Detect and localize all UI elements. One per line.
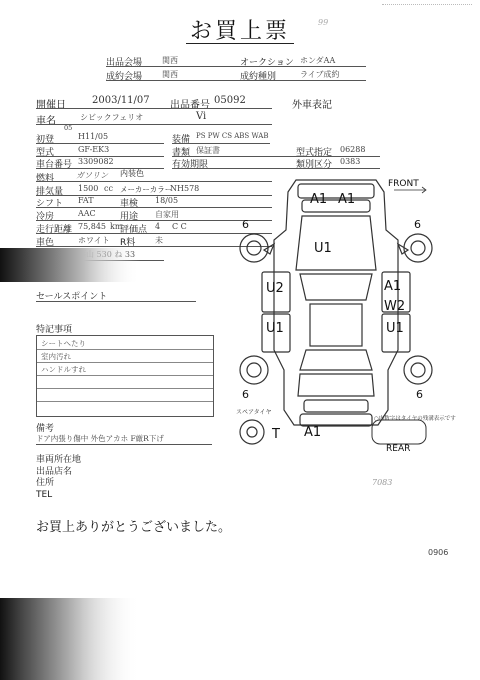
- usage-label: 用途: [120, 212, 139, 222]
- displacement-value: 1500: [78, 184, 99, 193]
- mark-left-front: U2: [266, 281, 284, 296]
- mark-right-mid: W2: [384, 299, 406, 314]
- maker-color-value: NH578: [170, 184, 200, 193]
- maker-color-label: メーカーカラー: [120, 185, 173, 194]
- shift-label: シフト: [36, 199, 64, 209]
- spec-label: 型式指定: [296, 148, 333, 158]
- notes-rule: [36, 444, 212, 445]
- chassis-value: 3309082: [78, 157, 114, 166]
- usage-value: 自家用: [155, 210, 179, 219]
- docs-label: 書類: [172, 148, 191, 158]
- handwritten-number: 99: [318, 18, 329, 27]
- spec-rule-1: [36, 143, 164, 144]
- first-reg-label: 初登: [36, 135, 55, 145]
- auction-venue-label: 出品会場: [106, 58, 143, 68]
- ac-label: 冷房: [36, 212, 55, 222]
- class-label: 類別区分: [296, 160, 333, 170]
- docs-value: 保証書: [196, 146, 220, 155]
- model-value: シビックフェリオ: [80, 113, 144, 122]
- color-label: 車色: [36, 238, 55, 248]
- interior-label: 内装色: [120, 169, 144, 178]
- handwritten-side-number: 7083: [372, 478, 393, 487]
- rear-label: REAR: [386, 444, 411, 454]
- lot-label: 出品番号: [170, 100, 210, 111]
- auction-venue-value: 関西: [162, 56, 178, 65]
- notes-value: ドア内張り傷中 外色アカホ F厳R下げ: [36, 434, 164, 443]
- spec-right-rule-3: [172, 168, 380, 169]
- inspection-value: 18/05: [155, 196, 179, 205]
- type-value: GF-EK3: [78, 145, 110, 154]
- car-damage-diagram: [226, 170, 456, 460]
- first-reg-top: 05: [64, 124, 73, 132]
- date-value: 2003/11/07: [92, 95, 150, 106]
- equip-value: PS PW CS ABS WAB: [196, 132, 269, 140]
- feature-item: ハンドルすれ: [41, 365, 86, 374]
- mileage-label: 走行距離: [36, 225, 73, 235]
- mileage-unit: km: [110, 222, 123, 231]
- features-table: [36, 335, 214, 417]
- address-label: 住所: [36, 478, 55, 488]
- tire-fl-depth: 6: [242, 218, 249, 231]
- header-rule-1: [106, 66, 366, 67]
- event-rule-1: [36, 108, 272, 109]
- displacement-unit: cc: [104, 184, 113, 193]
- first-reg-value: H11/05: [78, 132, 109, 141]
- features-label: 特記事項: [36, 325, 73, 335]
- score-value: 4: [155, 222, 161, 231]
- chassis-label: 車台番号: [36, 160, 73, 170]
- color-value: ホワイト: [78, 236, 110, 245]
- shift-value: FAT: [78, 196, 94, 205]
- scan-mark: [382, 4, 472, 5]
- mark-right-rear: U1: [386, 321, 404, 336]
- model-label: 車名: [36, 116, 56, 127]
- title-underline: [186, 43, 294, 44]
- type-label: 型式: [36, 148, 55, 158]
- deal-type-value: ライブ成約: [300, 70, 340, 79]
- front-label: FRONT: [388, 179, 419, 189]
- displacement-label: 排気量: [36, 187, 64, 197]
- equip-label: 装備: [172, 135, 191, 145]
- fuel-value: ガソリン: [76, 171, 108, 180]
- deal-venue-value: 関西: [162, 70, 178, 79]
- spare-tire-label: スペアタイヤ: [236, 409, 272, 416]
- auction-label: オークション: [240, 58, 294, 68]
- mark-top-left: A1: [310, 192, 328, 207]
- tel-label: TEL: [36, 490, 53, 500]
- shop-label: 出品店名: [36, 467, 73, 477]
- doc-number: 0906: [428, 548, 449, 557]
- sales-point-label: セールスポイント: [36, 292, 108, 302]
- mark-top-right: A1: [338, 192, 356, 207]
- date-label: 開催日: [36, 100, 66, 111]
- spec-value: 06288: [340, 145, 366, 154]
- recycle-label: 有効期限: [172, 160, 209, 170]
- lot-value: 05092: [214, 95, 246, 106]
- mark-trunk: A1: [304, 425, 322, 440]
- deal-type-label: 成約種別: [240, 72, 277, 82]
- fuel-label: 燃料: [36, 174, 55, 184]
- scan-smudge-bottom: [0, 598, 140, 680]
- tire-rr-depth: 6: [416, 388, 423, 401]
- r-label: R料: [120, 238, 136, 248]
- grade-value: Vi: [196, 111, 207, 122]
- feature-item: シートへたり: [41, 339, 86, 348]
- mark-right-front: A1: [384, 279, 402, 294]
- r-value: 未: [155, 236, 163, 245]
- header-rule-2: [106, 80, 366, 81]
- inspection-label: 車検: [120, 199, 139, 209]
- exterior-label: 外車表記: [292, 100, 332, 111]
- closing-message: お買上ありがとうございました。: [36, 520, 232, 535]
- tire-fr-depth: 6: [414, 218, 421, 231]
- location-label: 車両所在地: [36, 455, 82, 465]
- score-label: 評価点: [120, 225, 148, 235]
- mark-hood: U1: [314, 241, 332, 256]
- mileage-value: 75,845: [78, 222, 106, 231]
- page-title: お買上票: [189, 19, 290, 44]
- class-value: 0383: [340, 157, 361, 166]
- deal-venue-label: 成約会場: [106, 72, 143, 82]
- feature-item: 室内汚れ: [41, 352, 71, 361]
- mark-spare-t: T: [272, 427, 280, 442]
- mark-left-rear: U1: [266, 321, 284, 336]
- spec-rule-3: [36, 168, 164, 169]
- ac-value: AAC: [78, 209, 96, 218]
- spec-right-rule-1: [172, 143, 270, 144]
- tire-note: ○内数字はタイヤの残溝表示です: [374, 416, 456, 422]
- notes-label: 備考: [36, 424, 55, 434]
- sales-point-rule: [36, 301, 196, 302]
- scan-smudge-top: [0, 248, 140, 282]
- tire-rl-depth: 6: [242, 388, 249, 401]
- auction-value: ホンダAA: [300, 56, 336, 65]
- score-extra: C C: [172, 222, 187, 231]
